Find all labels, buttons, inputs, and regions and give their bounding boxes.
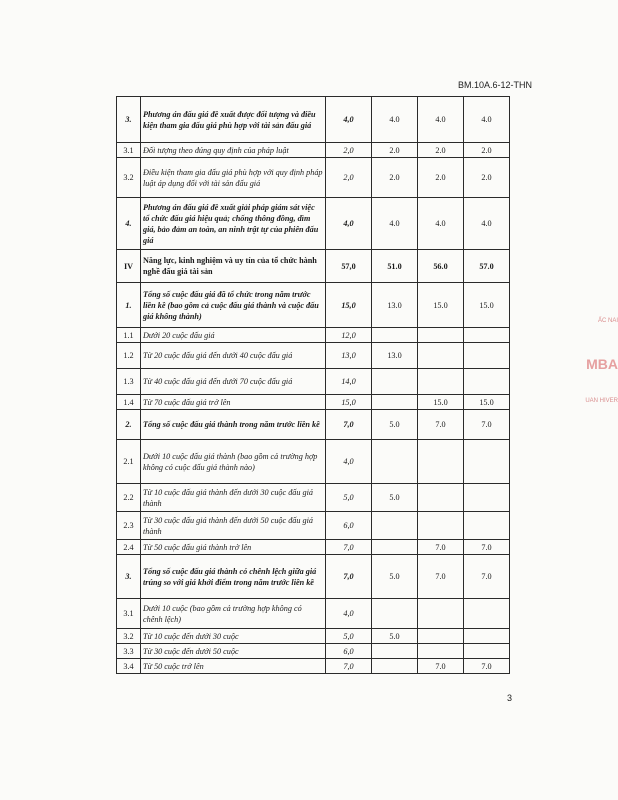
row-number: 1.4 [117,395,141,410]
row-number: IV [117,250,141,283]
score-bidder-1: 4.0 [372,198,418,250]
score-bidder-1 [372,599,418,629]
row-number: 3.1 [117,599,141,629]
score-bidder-1 [372,512,418,540]
score-bidder-2 [418,343,464,369]
score-bidder-1: 4.0 [372,97,418,143]
row-number: 1. [117,283,141,328]
score-bidder-3: 4.0 [464,198,510,250]
criterion-name: Đối tượng theo đúng quy định của pháp luật [141,143,326,158]
stamp-fragment-top: ẤC NAI [597,318,618,324]
score-bidder-3: 15.0 [464,395,510,410]
score-bidder-2 [418,512,464,540]
criteria-table-body [117,97,510,674]
criterion-name: Năng lực, kinh nghiệm và uy tín của tổ chức hành nghề đấu giá tài sản [141,250,326,283]
criterion-name: Từ 70 cuộc đấu giá trở lên [141,395,326,410]
score-bidder-2 [418,440,464,484]
criterion-name: Phương án đấu giá đề xuất được đối tượng và điều kiện tham gia đấu giá phù hợp với tài sản đấu giá [141,97,326,143]
score-bidder-2: 15.0 [418,283,464,328]
criteria-table [116,96,510,674]
score-bidder-2 [418,484,464,512]
score-bidder-2 [418,328,464,343]
score-bidder-2: 2.0 [418,158,464,198]
criterion-name: Từ 40 cuộc đấu giá đến dưới 70 cuộc đấu giá [141,369,326,395]
table-row [117,158,510,198]
row-number: 3.2 [117,158,141,198]
max-score: 15,0 [326,283,372,328]
score-bidder-1 [372,395,418,410]
score-bidder-1: 51.0 [372,250,418,283]
page-number: 3 [506,693,512,703]
score-bidder-1: 2.0 [372,158,418,198]
score-bidder-2 [418,629,464,644]
max-score: 7,0 [326,540,372,555]
form-code: BM.10A.6-12-THN [457,80,532,90]
max-score: 4,0 [326,97,372,143]
criterion-name: Dưới 10 cuộc đấu giá thành (bao gồm cả trường hợp không có cuộc đấu giá thành nào) [141,440,326,484]
criterion-name: Phương án đấu giá đề xuất giải pháp giám sát việc tổ chức đấu giá hiệu quả; chống thông đồng, dìm giá, bảo đảm an toàn, an ninh trật tự của phiên đấu giá [141,198,326,250]
row-number: 2. [117,410,141,440]
criterion-name: Tổng số cuộc đấu giá thành có chênh lệch giữa giá trúng so với giá khởi điểm trong năm trước liền kề [141,555,326,599]
score-bidder-1 [372,644,418,659]
table-row [117,599,510,629]
criterion-name: Dưới 10 cuộc (bao gồm cả trường hợp không có chênh lệch) [141,599,326,629]
score-bidder-1 [372,328,418,343]
table-row [117,143,510,158]
score-bidder-3: 4.0 [464,97,510,143]
max-score: 5,0 [326,484,372,512]
row-number: 3.3 [117,644,141,659]
max-score: 5,0 [326,629,372,644]
score-bidder-1 [372,369,418,395]
table-row [117,343,510,369]
criterion-name: Tổng số cuộc đấu giá đã tổ chức trong năm trước liền kề (bao gồm cả cuộc đấu giá thành và cuộc đấu giá không thành) [141,283,326,328]
table-row [117,484,510,512]
table-row [117,440,510,484]
max-score: 6,0 [326,512,372,540]
score-bidder-3 [464,644,510,659]
score-bidder-3 [464,484,510,512]
table-row [117,644,510,659]
criterion-name: Từ 50 cuộc trở lên [141,659,326,674]
criterion-name: Từ 30 cuộc đấu giá thành đến dưới 50 cuộc đấu giá thành [141,512,326,540]
row-number: 3.2 [117,629,141,644]
score-bidder-2: 7.0 [418,555,464,599]
criterion-name: Điều kiện tham gia đấu giá phù hợp với quy định pháp luật áp dụng đối với tài sản đấu giá [141,158,326,198]
max-score: 2,0 [326,158,372,198]
score-bidder-1: 5.0 [372,629,418,644]
score-bidder-2 [418,369,464,395]
max-score: 7,0 [326,659,372,674]
max-score: 7,0 [326,555,372,599]
table-row [117,283,510,328]
max-score: 4,0 [326,440,372,484]
table-row [117,328,510,343]
score-bidder-3 [464,599,510,629]
score-bidder-2: 7.0 [418,540,464,555]
row-number: 1.3 [117,369,141,395]
row-number: 1.2 [117,343,141,369]
row-number: 4. [117,198,141,250]
score-bidder-3: 15.0 [464,283,510,328]
score-bidder-2: 15.0 [418,395,464,410]
row-number: 2.3 [117,512,141,540]
max-score: 13,0 [326,343,372,369]
score-bidder-2: 7.0 [418,659,464,674]
score-bidder-2 [418,599,464,629]
criterion-name: Dưới 20 cuộc đấu giá [141,328,326,343]
score-bidder-3: 2.0 [464,158,510,198]
score-bidder-1: 2.0 [372,143,418,158]
stamp-fragment-logo: MBA [586,356,618,372]
max-score: 4,0 [326,198,372,250]
table-row [117,198,510,250]
score-bidder-3: 7.0 [464,410,510,440]
score-bidder-1 [372,540,418,555]
score-bidder-3: 2.0 [464,143,510,158]
criterion-name: Từ 20 cuộc đấu giá đến dưới 40 cuộc đấu giá [141,343,326,369]
score-bidder-1: 13.0 [372,343,418,369]
row-number: 3.4 [117,659,141,674]
score-bidder-2: 4.0 [418,97,464,143]
score-bidder-2: 7.0 [418,410,464,440]
row-number: 3.1 [117,143,141,158]
score-bidder-3: 57.0 [464,250,510,283]
max-score: 57,0 [326,250,372,283]
table-row [117,410,510,440]
table-row [117,555,510,599]
row-number: 2.1 [117,440,141,484]
criterion-name: Từ 10 cuộc đấu giá thành đến dưới 30 cuộc đấu giá thành [141,484,326,512]
max-score: 7,0 [326,410,372,440]
score-bidder-1: 5.0 [372,484,418,512]
row-number: 3. [117,97,141,143]
stamp-fragment-bottom: UAN HIVER [585,398,618,404]
table-row [117,97,510,143]
table-row [117,659,510,674]
score-bidder-2: 4.0 [418,198,464,250]
score-bidder-2: 2.0 [418,143,464,158]
criterion-name: Từ 50 cuộc đấu giá thành trở lên [141,540,326,555]
score-bidder-1: 13.0 [372,283,418,328]
max-score: 2,0 [326,143,372,158]
row-number: 2.4 [117,540,141,555]
score-bidder-3 [464,512,510,540]
table-row [117,369,510,395]
table-row [117,512,510,540]
criterion-name: Từ 10 cuộc đến dưới 30 cuộc [141,629,326,644]
score-bidder-1 [372,659,418,674]
row-number: 3. [117,555,141,599]
max-score: 12,0 [326,328,372,343]
max-score: 4,0 [326,599,372,629]
score-bidder-3: 7.0 [464,659,510,674]
table-row [117,250,510,283]
score-bidder-1 [372,440,418,484]
score-bidder-2 [418,644,464,659]
score-bidder-1: 5.0 [372,410,418,440]
score-bidder-2: 56.0 [418,250,464,283]
table-row [117,395,510,410]
score-bidder-3 [464,343,510,369]
score-bidder-3: 7.0 [464,540,510,555]
table-row [117,540,510,555]
score-bidder-3 [464,369,510,395]
score-bidder-3 [464,629,510,644]
row-number: 1.1 [117,328,141,343]
criterion-name: Từ 30 cuộc đến dưới 50 cuộc [141,644,326,659]
score-bidder-1: 5.0 [372,555,418,599]
max-score: 15,0 [326,395,372,410]
score-bidder-3 [464,440,510,484]
table-row [117,629,510,644]
max-score: 14,0 [326,369,372,395]
max-score: 6,0 [326,644,372,659]
criterion-name: Tổng số cuộc đấu giá thành trong năm trước liền kề [141,410,326,440]
score-bidder-3: 7.0 [464,555,510,599]
score-bidder-3 [464,328,510,343]
row-number: 2.2 [117,484,141,512]
